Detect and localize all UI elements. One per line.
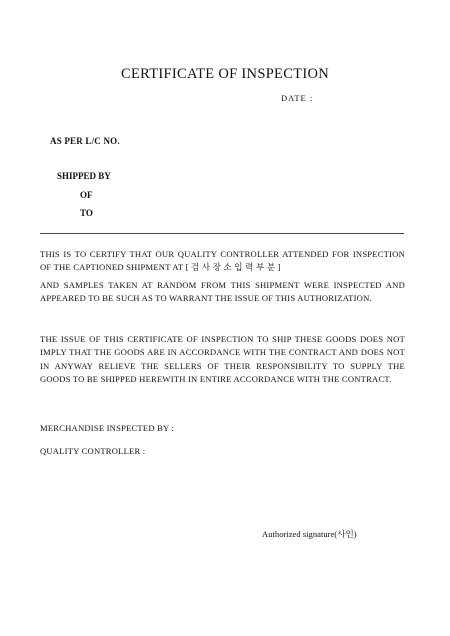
to-label: TO [80, 208, 93, 218]
shipped-by-label: SHIPPED BY [57, 171, 111, 181]
disclaimer-paragraph: THE ISSUE OF THIS CERTIFICATE OF INSPECTION TO SHIP THESE GOODS DOES NOT IMPLY THAT THE GOODS ARE IN ACCORDANCE WITH THE CONTRACT AND DOES NOT IN ANYWAY RELIEVE THE SELLERS OF THEIR RESPONSIBILITY TO SUPPLY THE GOODS TO BE SHIPPED HEREWITH IN ENTIRE ACCORDANCE WITH THE CONTRACT. [40, 334, 405, 384]
document-title: CERTIFICATE OF INSPECTION [120, 66, 330, 82]
lc-number-label: AS PER L/C NO. [50, 136, 120, 146]
merchandise-inspected-by-label: MERCHANDISE INSPECTED BY : [40, 423, 175, 433]
certification-paragraph: THIS IS TO CERTIFY THAT OUR QUALITY CONTROLLER ATTENDED FOR INSPECTION OF THE CAPTIONED SHIPMENT AT [ 검 사 장 소 입 력 부 분 ] [40, 249, 405, 273]
of-label: OF [80, 190, 93, 200]
date-label: DATE : [281, 93, 314, 103]
authorized-signature-label: Authorized signature(사인) [262, 529, 357, 539]
quality-controller-label: QUALITY CONTROLLER : [40, 446, 146, 456]
horizontal-divider [40, 233, 404, 234]
sampling-paragraph: AND SAMPLES TAKEN AT RANDOM FROM THIS SHIPMENT WERE INSPECTED AND APPEARED TO BE SUCH AS TO WARRANT THE ISSUE OF THIS AUTHORIZATION. [40, 280, 405, 304]
